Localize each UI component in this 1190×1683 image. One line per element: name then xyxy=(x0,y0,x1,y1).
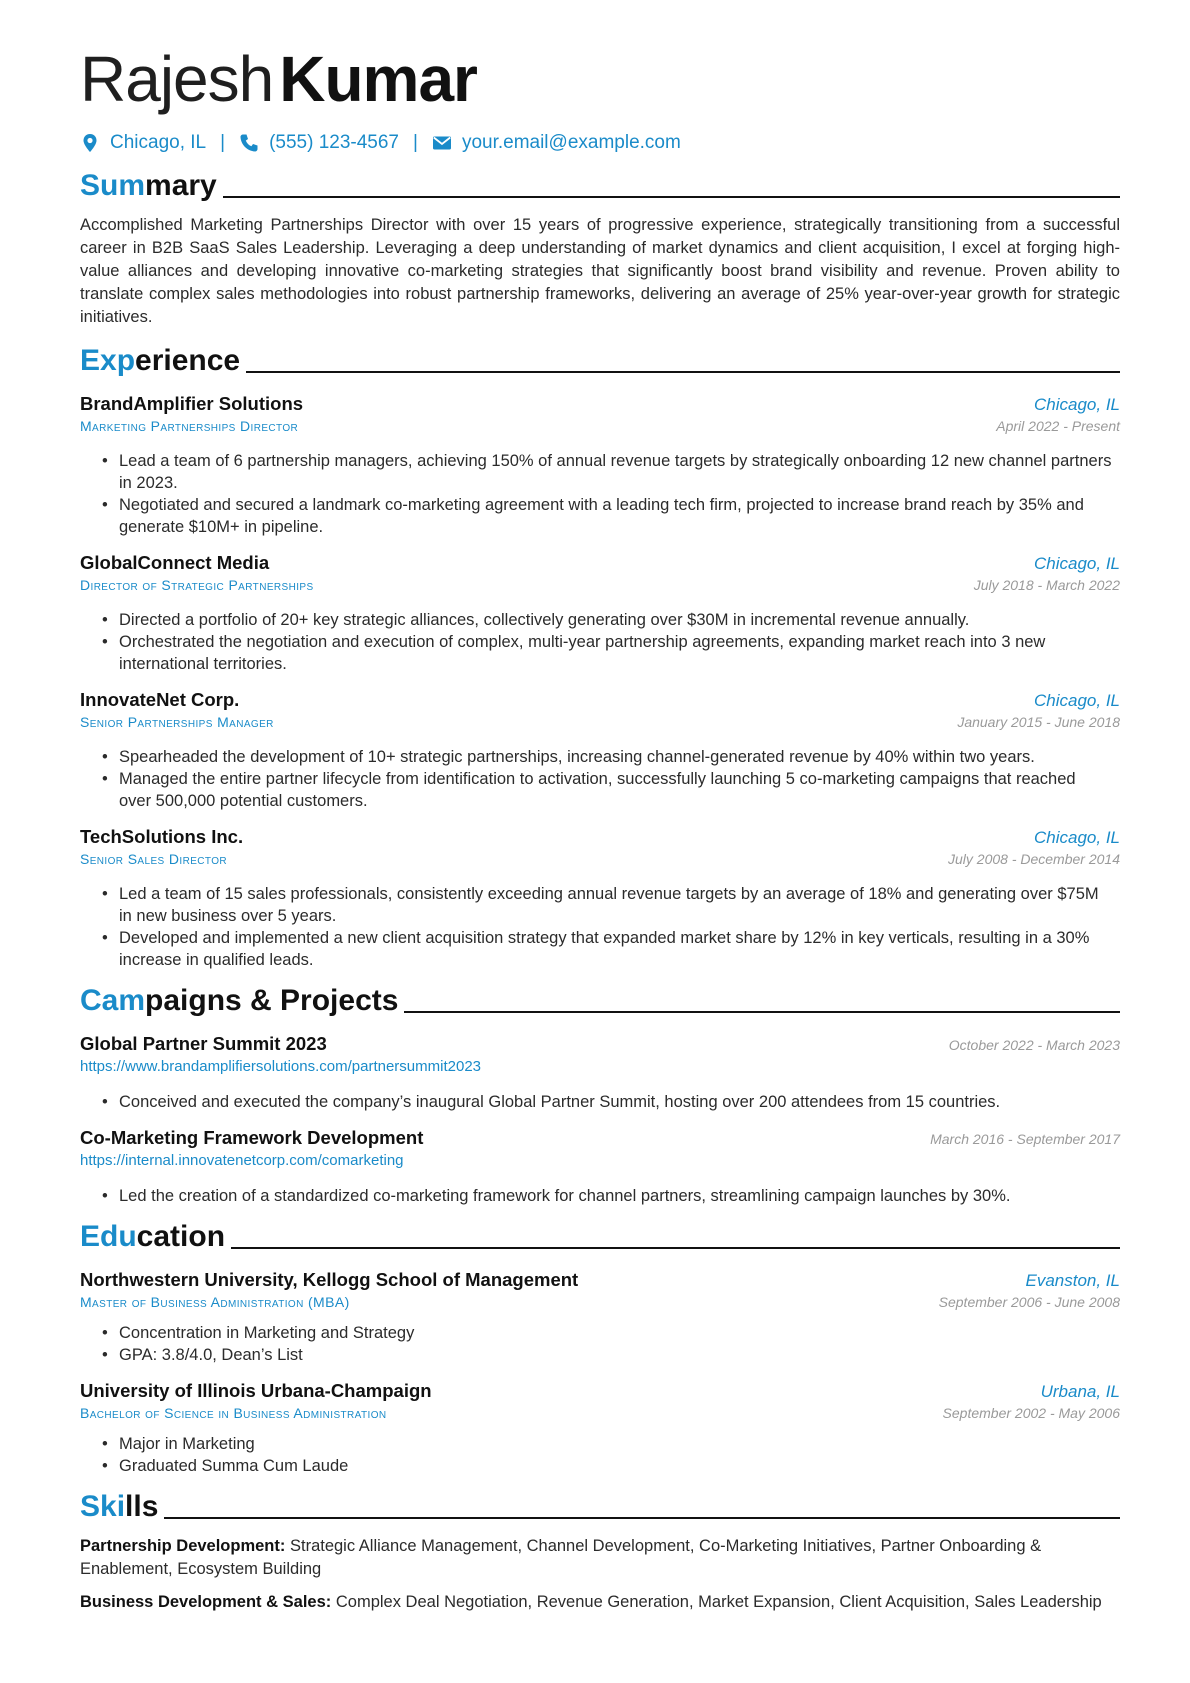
section-rule xyxy=(404,1011,1120,1013)
education-entry xyxy=(80,1269,1120,1366)
section-title-experience: Exp erience xyxy=(80,343,1120,379)
school-name: University of Illinois Urbana-Champaign xyxy=(80,1380,432,1401)
entry-header xyxy=(80,1269,1120,1291)
summary-text: Accomplished Marketing Partnerships Director with over 15 years of progressive experience, strategically transitioning from a successful career in B2B SaaS Sales Leadership. Leveraging a deep understanding of market dynamics and client acquisition, I excel at forging high-value alliances and developing innovative co-marketing strategies that significantly boost brand visibility and revenue. Proven ability to translate complex sales methodologies into robust partnership frameworks, delivering an average of 25% year-over-year growth for strategic initiatives. xyxy=(80,216,1120,326)
section-title-skills: Ski lls xyxy=(80,1489,1120,1525)
entry-location: Urbana, IL xyxy=(1040,1382,1120,1401)
resume-page xyxy=(80,40,1120,1614)
entry-subheader xyxy=(80,1152,1120,1169)
candidate-name xyxy=(80,40,1120,118)
bullet-item: • Lead a team of 6 partnership managers, achieving 150% of annual revenue targets by strategically onboarding 12 new channel partners in 2023. xyxy=(119,450,1120,494)
job-title: Senior Partnerships Manager xyxy=(80,714,274,730)
experience-entry xyxy=(80,826,1120,971)
contact-separator: | xyxy=(220,132,226,153)
section-title-summary: Sum mary xyxy=(80,168,1120,204)
contact-phone: (555) 123-4567 xyxy=(269,132,399,153)
envelope-icon xyxy=(432,133,452,153)
entry-dates: January 2015 - June 2018 xyxy=(957,714,1120,730)
section-title-projects: Cam paigns & Projects xyxy=(80,983,1120,1019)
company-name: GlobalConnect Media xyxy=(80,552,270,573)
section-rule xyxy=(223,196,1120,198)
bullet-item: • GPA: 3.8/4.0, Dean’s List xyxy=(119,1344,1120,1366)
skill-list-text: Complex Deal Negotiation, Revenue Generation, Market Expansion, Client Acquisition, Sales Leadership xyxy=(335,1593,1102,1611)
entry-subheader xyxy=(80,1058,1120,1075)
first-name: Rajesh xyxy=(80,43,274,115)
company-name: TechSolutions Inc. xyxy=(80,826,244,847)
company-name: BrandAmplifier Solutions xyxy=(80,393,304,414)
contact-separator: | xyxy=(413,132,418,153)
bullet-item: • Led a team of 15 sales professionals, consistently exceeding annual revenue targets by an average of 18% and generating over $75M in new business over 5 years. xyxy=(119,883,1120,927)
phone-icon xyxy=(239,133,259,153)
bullet-item: • Conceived and executed the company’s inaugural Global Partner Summit, hosting over 200 attendees from 15 countries. xyxy=(119,1091,1120,1113)
job-title: Senior Sales Director xyxy=(80,851,228,867)
skill-category: Business Development & Sales: xyxy=(80,1593,332,1611)
skill-line xyxy=(80,1591,1120,1614)
project-entry xyxy=(80,1127,1120,1207)
bullet-item: • Concentration in Marketing and Strategy xyxy=(119,1322,1120,1344)
entry-dates: March 2016 - September 2017 xyxy=(930,1131,1120,1147)
skills-list xyxy=(80,1535,1120,1614)
entry-subheader xyxy=(80,577,1120,593)
experience-list xyxy=(80,393,1120,971)
entry-subheader xyxy=(80,714,1120,730)
entry-header xyxy=(80,1033,1120,1055)
entry-header xyxy=(80,826,1120,848)
entry-dates: September 2002 - May 2006 xyxy=(942,1405,1120,1421)
entry-location: Chicago, IL xyxy=(1034,691,1120,710)
entry-subheader xyxy=(80,418,1120,434)
entry-dates: September 2006 - June 2008 xyxy=(938,1294,1120,1310)
degree-name: Bachelor of Science in Business Administration xyxy=(80,1405,387,1421)
bullet-item: • Led the creation of a standardized co-marketing framework for channel partners, streamlining campaign launches by 30%. xyxy=(119,1185,1120,1207)
skill-category: Partnership Development: xyxy=(80,1537,286,1555)
entry-header xyxy=(80,393,1120,415)
company-name: InnovateNet Corp. xyxy=(80,689,240,710)
degree-name: Master of Business Administration (MBA) xyxy=(80,1294,350,1310)
entry-header xyxy=(80,552,1120,574)
experience-entry xyxy=(80,393,1120,538)
bullet-list xyxy=(80,1091,1120,1113)
bullet-list xyxy=(80,609,1120,675)
education-list xyxy=(80,1269,1120,1477)
bullet-item: • Directed a portfolio of 20+ key strategic alliances, collectively generating over $30M in incremental revenue annually. xyxy=(119,609,1120,631)
entry-header xyxy=(80,689,1120,711)
entry-location: Evanston, IL xyxy=(1025,1271,1120,1290)
education-entry xyxy=(80,1380,1120,1477)
project-link[interactable]: https://www.brandamplifiersolutions.com/partnersummit2023 xyxy=(80,1058,482,1075)
project-entry xyxy=(80,1033,1120,1113)
experience-entry xyxy=(80,552,1120,675)
entry-dates: April 2022 - Present xyxy=(996,418,1120,434)
bullet-list xyxy=(80,1185,1120,1207)
project-name: Co-Marketing Framework Development xyxy=(80,1127,424,1148)
skill-list-text: Strategic Alliance Management, Channel Development, Co-Marketing Initiatives, Partner Onboarding & Enablement, Ecosystem Building xyxy=(80,1537,1042,1578)
experience-entry xyxy=(80,689,1120,812)
entry-location: Chicago, IL xyxy=(1034,554,1120,573)
section-rule xyxy=(164,1517,1120,1519)
job-title: Marketing Partnerships Director xyxy=(80,418,299,434)
bullet-item: • Developed and implemented a new client acquisition strategy that expanded market share by 12% in key verticals, resulting in a 30% increase in qualified leads. xyxy=(119,927,1120,971)
contact-location: Chicago, IL xyxy=(110,132,207,153)
entry-dates: July 2018 - March 2022 xyxy=(973,577,1120,593)
bullet-item: • Negotiated and secured a landmark co-marketing agreement with a leading tech firm, projected to increase brand reach by 35% and generate $10M+ in pipeline. xyxy=(119,494,1120,538)
entry-dates: October 2022 - March 2023 xyxy=(948,1037,1120,1053)
entry-header xyxy=(80,1127,1120,1149)
entry-location: Chicago, IL xyxy=(1034,828,1120,847)
entry-subheader xyxy=(80,1294,1120,1310)
bullet-item: • Graduated Summa Cum Laude xyxy=(119,1455,1120,1477)
bullet-item: • Orchestrated the negotiation and execution of complex, multi-year partnership agreements, expanding market reach into 3 new international territories. xyxy=(119,631,1120,675)
bullet-list xyxy=(80,883,1120,971)
last-name: Kumar xyxy=(279,43,477,115)
bullet-item: • Managed the entire partner lifecycle from identification to activation, successfully launching 5 co-marketing campaigns that reached over 500,000 potential customers. xyxy=(119,768,1120,812)
bullet-list xyxy=(80,450,1120,538)
skill-line xyxy=(80,1535,1120,1581)
bullet-item: • Spearheaded the development of 10+ strategic partnerships, increasing channel-generated revenue by 40% within two years. xyxy=(119,746,1120,768)
entry-dates: July 2008 - December 2014 xyxy=(948,851,1120,867)
bullet-list xyxy=(80,1322,1120,1366)
entry-subheader xyxy=(80,851,1120,867)
project-name: Global Partner Summit 2023 xyxy=(80,1033,327,1054)
section-rule xyxy=(246,371,1120,373)
section-title-education: Edu cation xyxy=(80,1219,1120,1255)
projects-list xyxy=(80,1033,1120,1207)
contact-email[interactable]: your.email@example.com xyxy=(461,132,681,153)
bullet-list xyxy=(80,1433,1120,1477)
section-rule xyxy=(231,1247,1120,1249)
bullet-list xyxy=(80,746,1120,812)
entry-subheader xyxy=(80,1405,1120,1421)
project-link[interactable]: https://internal.innovatenetcorp.com/comarketing xyxy=(80,1152,404,1169)
entry-location: Chicago, IL xyxy=(1034,395,1120,414)
bullet-item: • Major in Marketing xyxy=(119,1433,1120,1455)
entry-header xyxy=(80,1380,1120,1402)
map-pin-icon xyxy=(80,133,100,153)
job-title: Director of Strategic Partnerships xyxy=(80,577,314,593)
contact-bar xyxy=(80,132,1120,154)
school-name: Northwestern University, Kellogg School of Management xyxy=(80,1269,579,1290)
